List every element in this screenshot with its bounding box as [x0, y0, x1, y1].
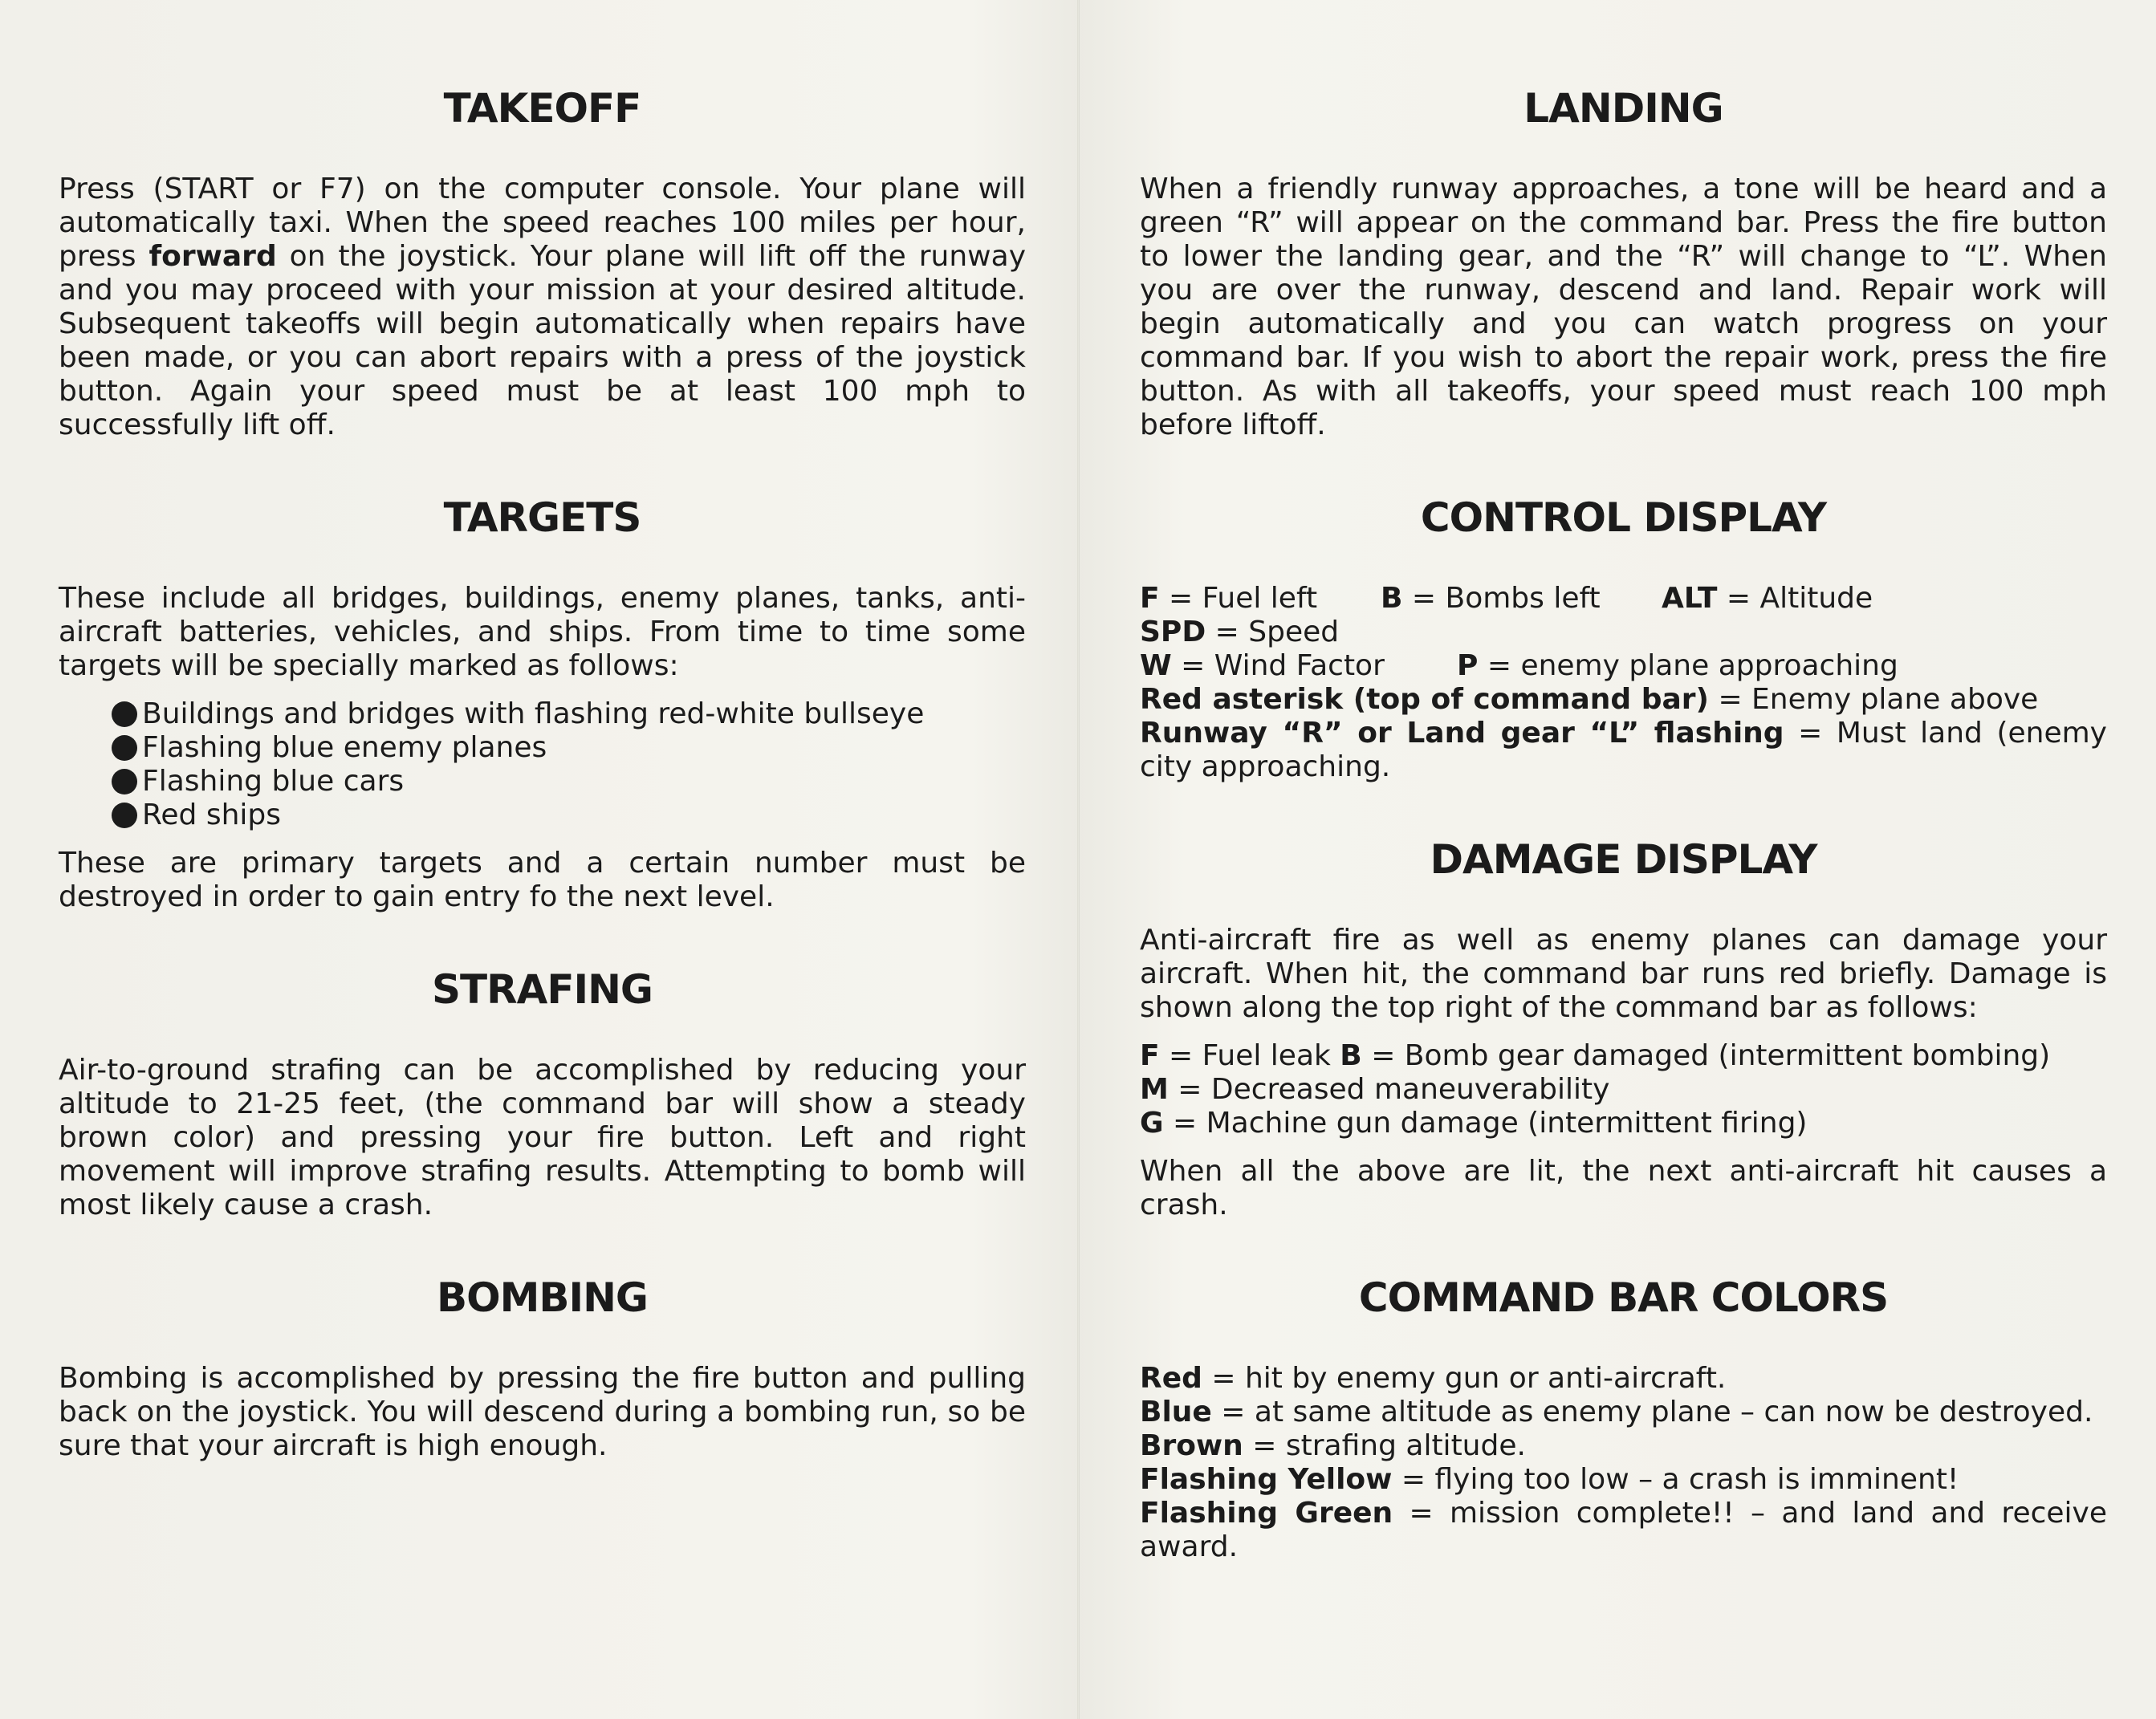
- color-flashing-green-key: Flashing Green: [1140, 1497, 1393, 1530]
- control-wind: [1140, 649, 1457, 683]
- targets-intro: These include all bridges, buildings, enemy planes, tanks, anti-aircraft batteries, vehicles, and ships. From time to time some targets will be specially marked as follows:: [59, 582, 1026, 682]
- section-takeoff: [59, 76, 1026, 442]
- list-item-text: Flashing blue cars: [142, 765, 405, 798]
- bombing-heading: BOMBING: [437, 1274, 648, 1321]
- spacer: [1140, 1140, 2107, 1155]
- takeoff-heading: TAKEOFF: [443, 85, 641, 132]
- list-item: [112, 697, 1026, 731]
- control-plane-approaching: [1457, 649, 1898, 683]
- color-flashing-green-value: = mission complete!! – and land and receive award.: [1140, 1497, 2107, 1563]
- control-altitude-value: = Altitude: [1717, 582, 1873, 615]
- section-damage-display: [1140, 827, 2107, 1222]
- left-page: [59, 76, 1026, 1506]
- damage-bomb-key: B: [1340, 1039, 1362, 1072]
- takeoff-text-part2: on the joystick. Your plane will lift off the runway and you may proceed with your mission at your desired altitude. Subsequent takeoffs will begin automatically when repairs have been made, or you can abort repairs with a press of the joystick button. Again your speed must be at least 100 mph to successfully lift off.: [59, 240, 1026, 441]
- takeoff-text-part1: Press (START or F7) on the computer console. Your plane will automatically taxi. When the speed reaches 100 miles per hour, press: [59, 173, 1026, 273]
- damage-fuel-key: F: [1140, 1039, 1160, 1072]
- control-speed: [1140, 616, 2107, 649]
- damage-maneuver: [1140, 1073, 2107, 1107]
- command-bar-colors-heading: COMMAND BAR COLORS: [1358, 1274, 1889, 1321]
- control-plane-key: P: [1457, 649, 1479, 682]
- list-item: [112, 731, 1026, 765]
- control-fuel: [1140, 582, 1381, 616]
- control-runway: [1140, 717, 2107, 784]
- control-wind-key: W: [1140, 649, 1172, 682]
- color-red: [1140, 1362, 2107, 1396]
- damage-gun: [1140, 1107, 2107, 1140]
- control-red-asterisk: [1140, 683, 2107, 717]
- bullet-icon: [112, 735, 137, 761]
- targets-heading: TARGETS: [443, 494, 641, 541]
- control-red-value: = Enemy plane above: [1709, 683, 2039, 716]
- control-fuel-value: = Fuel left: [1159, 582, 1318, 615]
- color-blue-key: Blue: [1140, 1396, 1212, 1428]
- color-red-value: = hit by enemy gun or anti-aircraft.: [1202, 1362, 1727, 1395]
- color-flashing-green: [1140, 1497, 2107, 1564]
- color-brown-value: = strafing altitude.: [1243, 1429, 1526, 1462]
- color-red-key: Red: [1140, 1362, 1202, 1395]
- color-flashing-yellow-value: = flying too low – a crash is imminent!: [1392, 1463, 1959, 1496]
- color-blue: [1140, 1396, 2107, 1429]
- landing-text: When a friendly runway approaches, a tone will be heard and a green “R” will appear on the command bar. Press the fire button to lower the landing gear, and the “R” will change to “L”. When you are over the runway, descend and land. Repair work will begin automatically and you can watch progress on your command bar. If you wish to abort the repair work, press the fire button. As with all takeoffs, your speed must reach 100 mph before liftoff.: [1140, 173, 2107, 441]
- bullet-icon: [112, 769, 137, 794]
- control-bombs: [1381, 582, 1662, 616]
- control-fuel-key: F: [1140, 582, 1160, 615]
- section-command-bar-colors: [1140, 1266, 2107, 1564]
- list-item-text: Red ships: [142, 799, 282, 831]
- strafing-heading: STRAFING: [432, 966, 653, 1013]
- control-bombs-key: B: [1381, 582, 1403, 615]
- damage-bomb-value: = Bomb gear damaged (intermittent bombing): [1361, 1039, 2051, 1072]
- control-runway-key: Runway “R” or Land gear “L” flashing: [1140, 717, 1784, 750]
- list-item-text: Flashing blue enemy planes: [142, 731, 547, 764]
- section-targets: [59, 486, 1026, 914]
- page-fold: [1077, 0, 1080, 1719]
- bullet-icon: [112, 803, 137, 828]
- color-flashing-yellow-key: Flashing Yellow: [1140, 1463, 1393, 1496]
- damage-gun-key: G: [1140, 1107, 1164, 1140]
- list-item-text: Buildings and bridges with flashing red-white bullseye: [142, 697, 925, 730]
- control-wind-value: = Wind Factor: [1171, 649, 1385, 682]
- control-red-key: Red asterisk (top of command bar): [1140, 683, 1709, 716]
- damage-maneuver-value: = Decreased maneuverability: [1168, 1073, 1610, 1106]
- damage-display-heading: DAMAGE DISPLAY: [1430, 836, 1817, 883]
- damage-intro: Anti-aircraft fire as well as enemy planes can damage your aircraft. When hit, the command bar runs red briefly. Damage is shown along the top right of the command bar as follows:: [1140, 924, 2107, 1024]
- control-speed-value: = Speed: [1206, 616, 1340, 648]
- section-landing: [1140, 76, 2107, 442]
- control-runway-value: = Must land (enemy city approaching.: [1140, 717, 2107, 783]
- color-flashing-yellow: [1140, 1463, 2107, 1497]
- strafing-text: Air-to-ground strafing can be accomplished by reducing your altitude to 21-25 feet, (the command bar will show a steady brown color) and pressing your fire button. Left and right movement will improve strafing results. Attempting to bomb will most likely cause a crash.: [59, 1054, 1026, 1221]
- damage-fuel-value: = Fuel leak: [1159, 1039, 1340, 1072]
- spacer: [1140, 1025, 2107, 1039]
- section-control-display: [1140, 486, 2107, 784]
- damage-outro: When all the above are lit, the next anti-aircraft hit causes a crash.: [1140, 1155, 2107, 1221]
- control-row-3: [1140, 649, 2107, 683]
- color-brown: [1140, 1429, 2107, 1463]
- color-blue-value: = at same altitude as enemy plane – can now be destroyed.: [1211, 1396, 2093, 1428]
- control-bombs-value: = Bombs left: [1402, 582, 1601, 615]
- control-altitude: [1662, 582, 1873, 616]
- bombing-text: Bombing is accomplished by pressing the fire button and pulling back on the joystick. You will descend during a bombing run, so be sure that your aircraft is high enough.: [59, 1362, 1026, 1462]
- list-item: [112, 799, 1026, 832]
- damage-maneuver-key: M: [1140, 1073, 1169, 1106]
- damage-gun-value: = Machine gun damage (intermittent firing): [1163, 1107, 1808, 1140]
- section-strafing: [59, 957, 1026, 1222]
- takeoff-text-forward: forward: [148, 240, 277, 273]
- section-bombing: [59, 1266, 1026, 1463]
- color-brown-key: Brown: [1140, 1429, 1243, 1462]
- control-speed-key: SPD: [1140, 616, 1206, 648]
- list-item: [112, 765, 1026, 799]
- damage-fuel-bomb: [1140, 1039, 2107, 1073]
- bullet-icon: [112, 701, 137, 727]
- control-plane-value: = enemy plane approaching: [1478, 649, 1898, 682]
- right-page: [1140, 76, 2107, 1607]
- landing-heading: LANDING: [1523, 85, 1723, 132]
- targets-list: [112, 697, 1026, 832]
- control-row-1: [1140, 582, 2107, 616]
- control-display-heading: CONTROL DISPLAY: [1420, 494, 1827, 541]
- targets-outro: These are primary targets and a certain number must be destroyed in order to gain entry fo the next level.: [59, 847, 1026, 913]
- takeoff-text: [59, 173, 1026, 442]
- control-altitude-key: ALT: [1662, 582, 1718, 615]
